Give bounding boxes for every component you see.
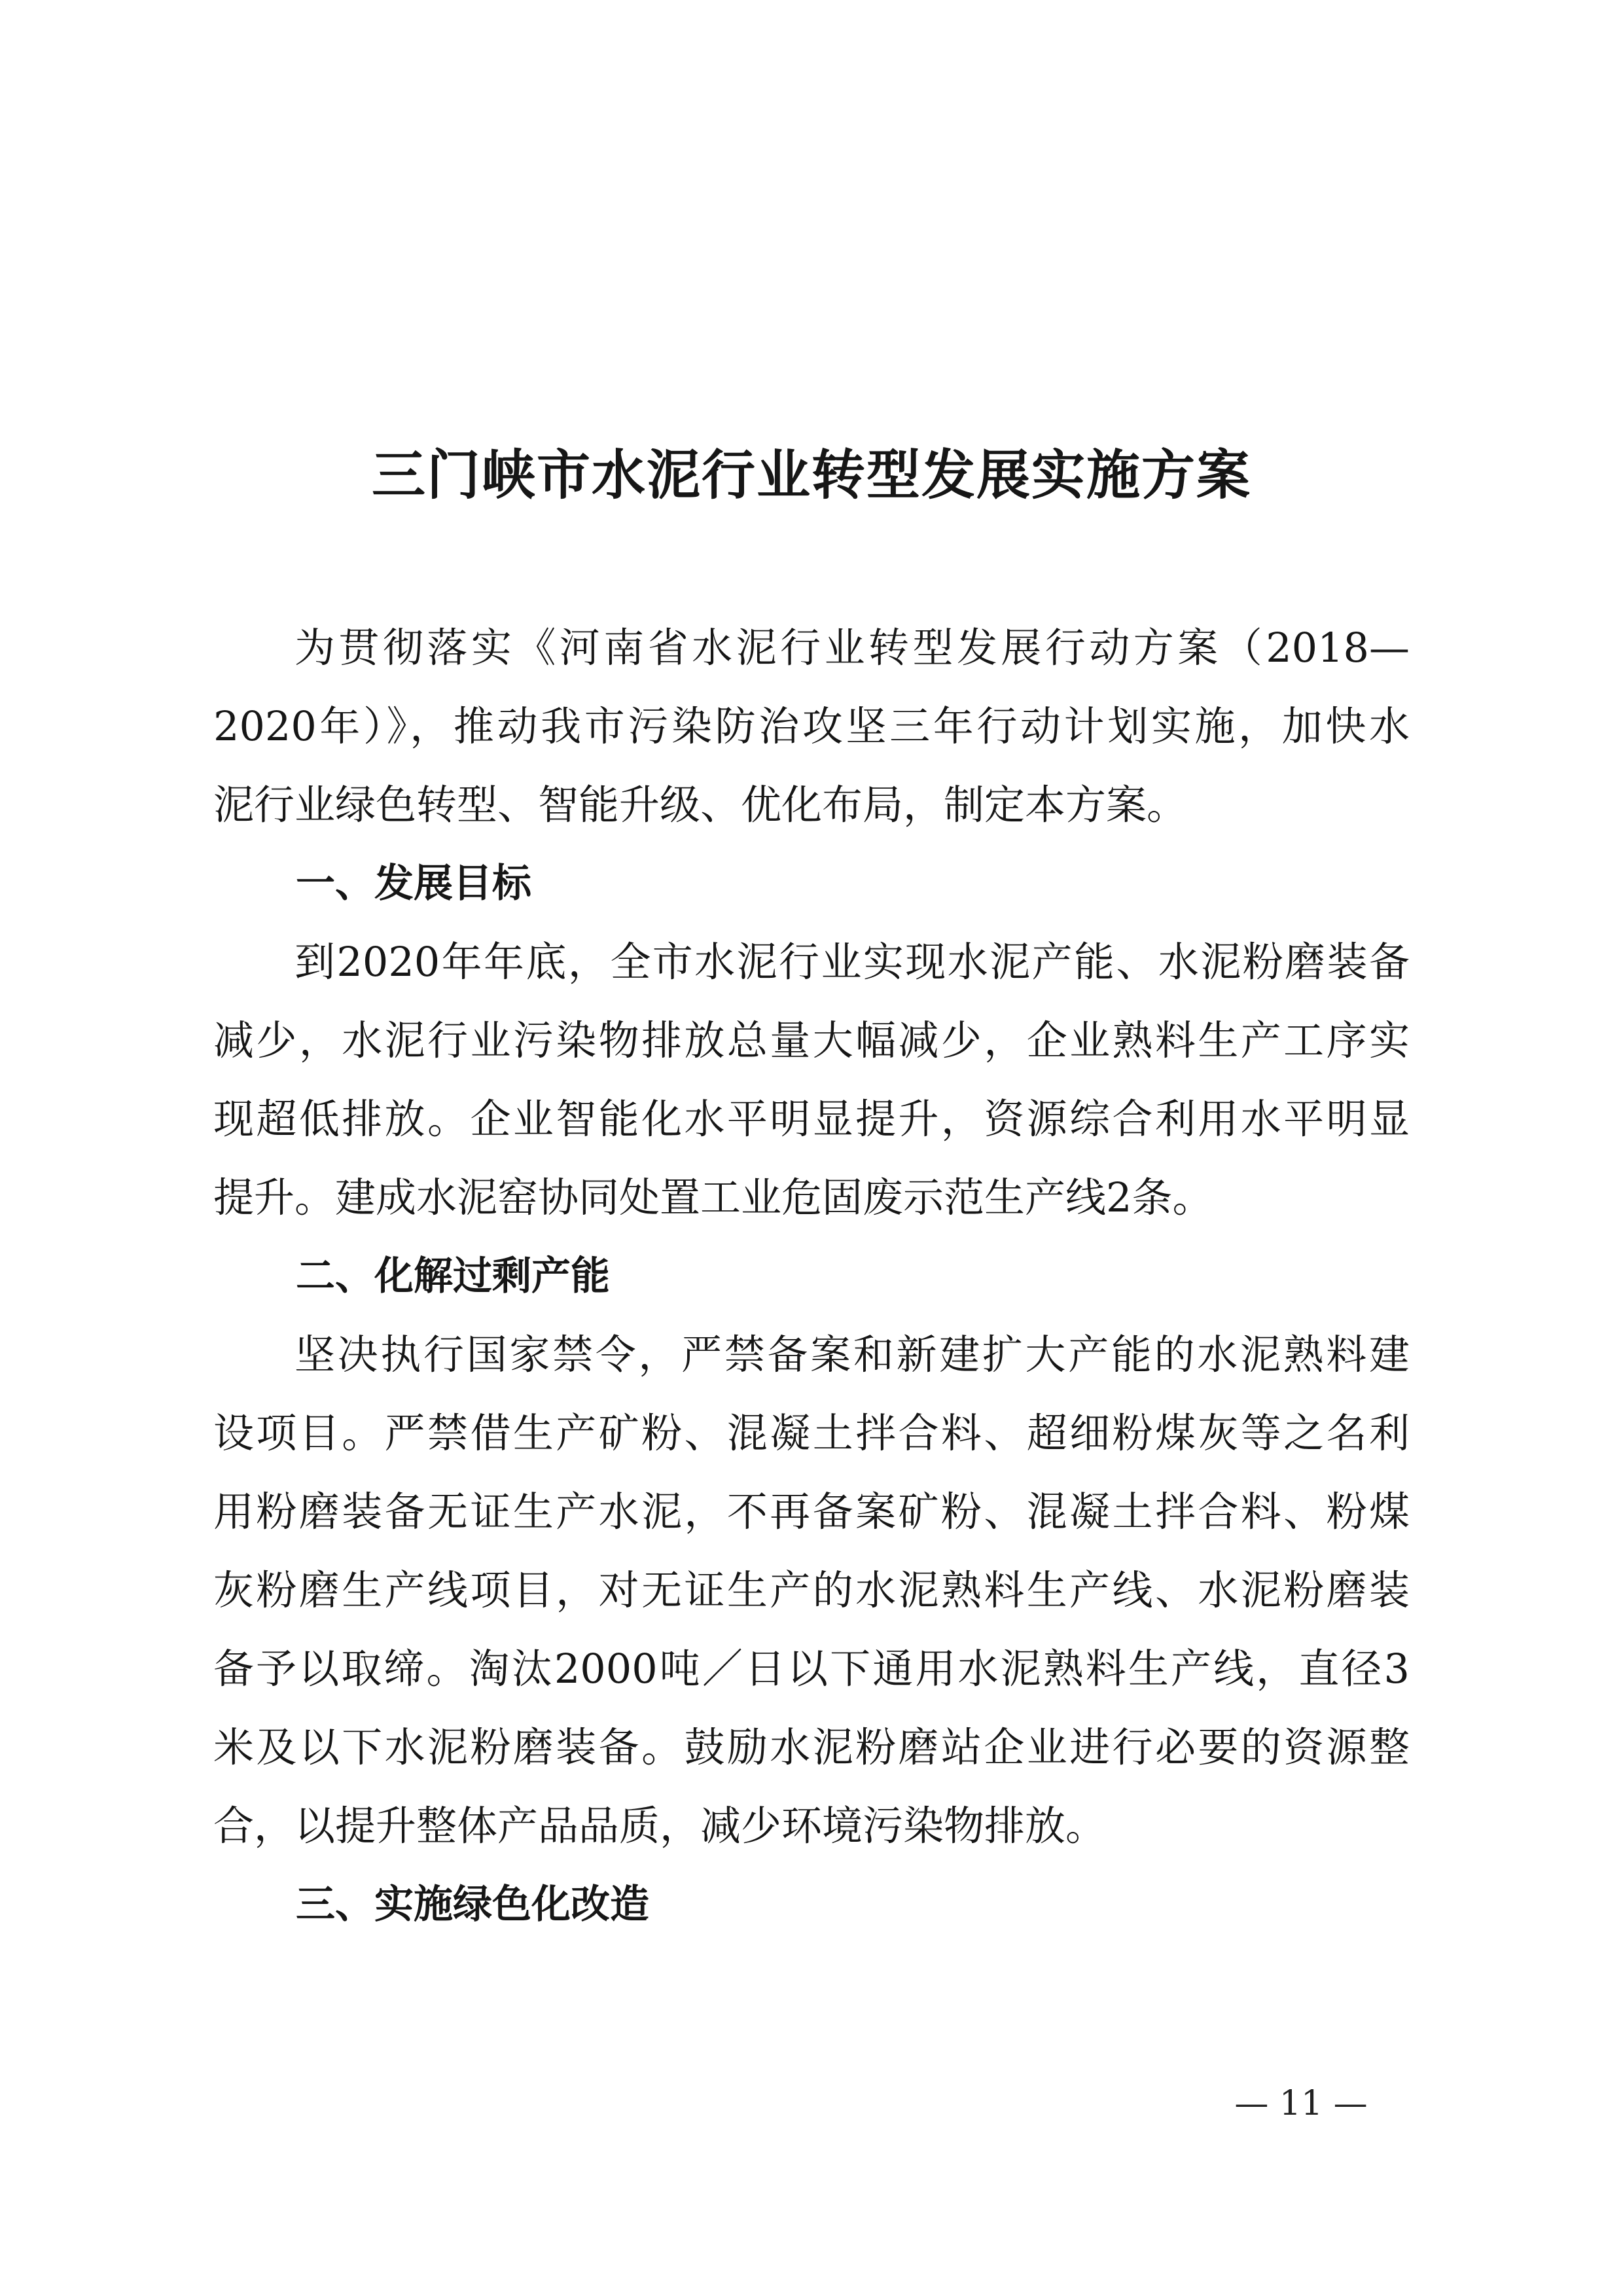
paragraph-line: 2020年）》，推动我市污染防治攻坚三年行动计划实施，加快水 <box>213 702 1410 750</box>
paragraph-line: 为贯彻落实《河南省水泥行业转型发展行动方案（2018— <box>294 624 1410 672</box>
section-heading: 二、化解过剩产能 <box>296 1253 610 1299</box>
paragraph-line: 泥行业绿色转型、智能升级、优化布局，制定本方案。 <box>213 781 1188 829</box>
paragraph-line: 备予以取缔。淘汰2000吨／日以下通用水泥熟料生产线，直径3 <box>213 1645 1410 1693</box>
paragraph-line: 现超低排放。企业智能化水平明显提升，资源综合利用水平明显 <box>213 1095 1410 1143</box>
section-heading: 三、实施绿色化改造 <box>296 1882 649 1928</box>
paragraph-line: 减少，水泥行业污染物排放总量大幅减少，企业熟料生产工序实 <box>213 1016 1410 1064</box>
paragraph-line: 坚决执行国家禁令，严禁备案和新建扩大产能的水泥熟料建 <box>294 1331 1410 1378</box>
paragraph-line: 米及以下水泥粉磨装备。鼓励水泥粉磨站企业进行必要的资源整 <box>213 1723 1410 1771</box>
paragraph-line: 灰粉磨生产线项目，对无证生产的水泥熟料生产线、水泥粉磨装 <box>213 1566 1410 1614</box>
section-heading: 一、发展目标 <box>296 861 531 906</box>
paragraph-line: 提升。建成水泥窑协同处置工业危固废示范生产线2条。 <box>213 1174 1213 1221</box>
paragraph-line: 到2020年年底，全市水泥行业实现水泥产能、水泥粉磨装备 <box>294 938 1410 986</box>
page-number: — 11 — <box>1234 2084 1368 2123</box>
paragraph-line: 设项目。严禁借生产矿粉、混凝土拌合料、超细粉煤灰等之名利 <box>213 1409 1410 1457</box>
document-title: 三门峡市水泥行业转型发展实施方案 <box>371 444 1251 507</box>
paragraph-line: 用粉磨装备无证生产水泥，不再备案矿粉、混凝土拌合料、粉煤 <box>213 1488 1410 1535</box>
paragraph-line: 合，以提升整体产品品质，减少环境污染物排放。 <box>213 1802 1107 1850</box>
